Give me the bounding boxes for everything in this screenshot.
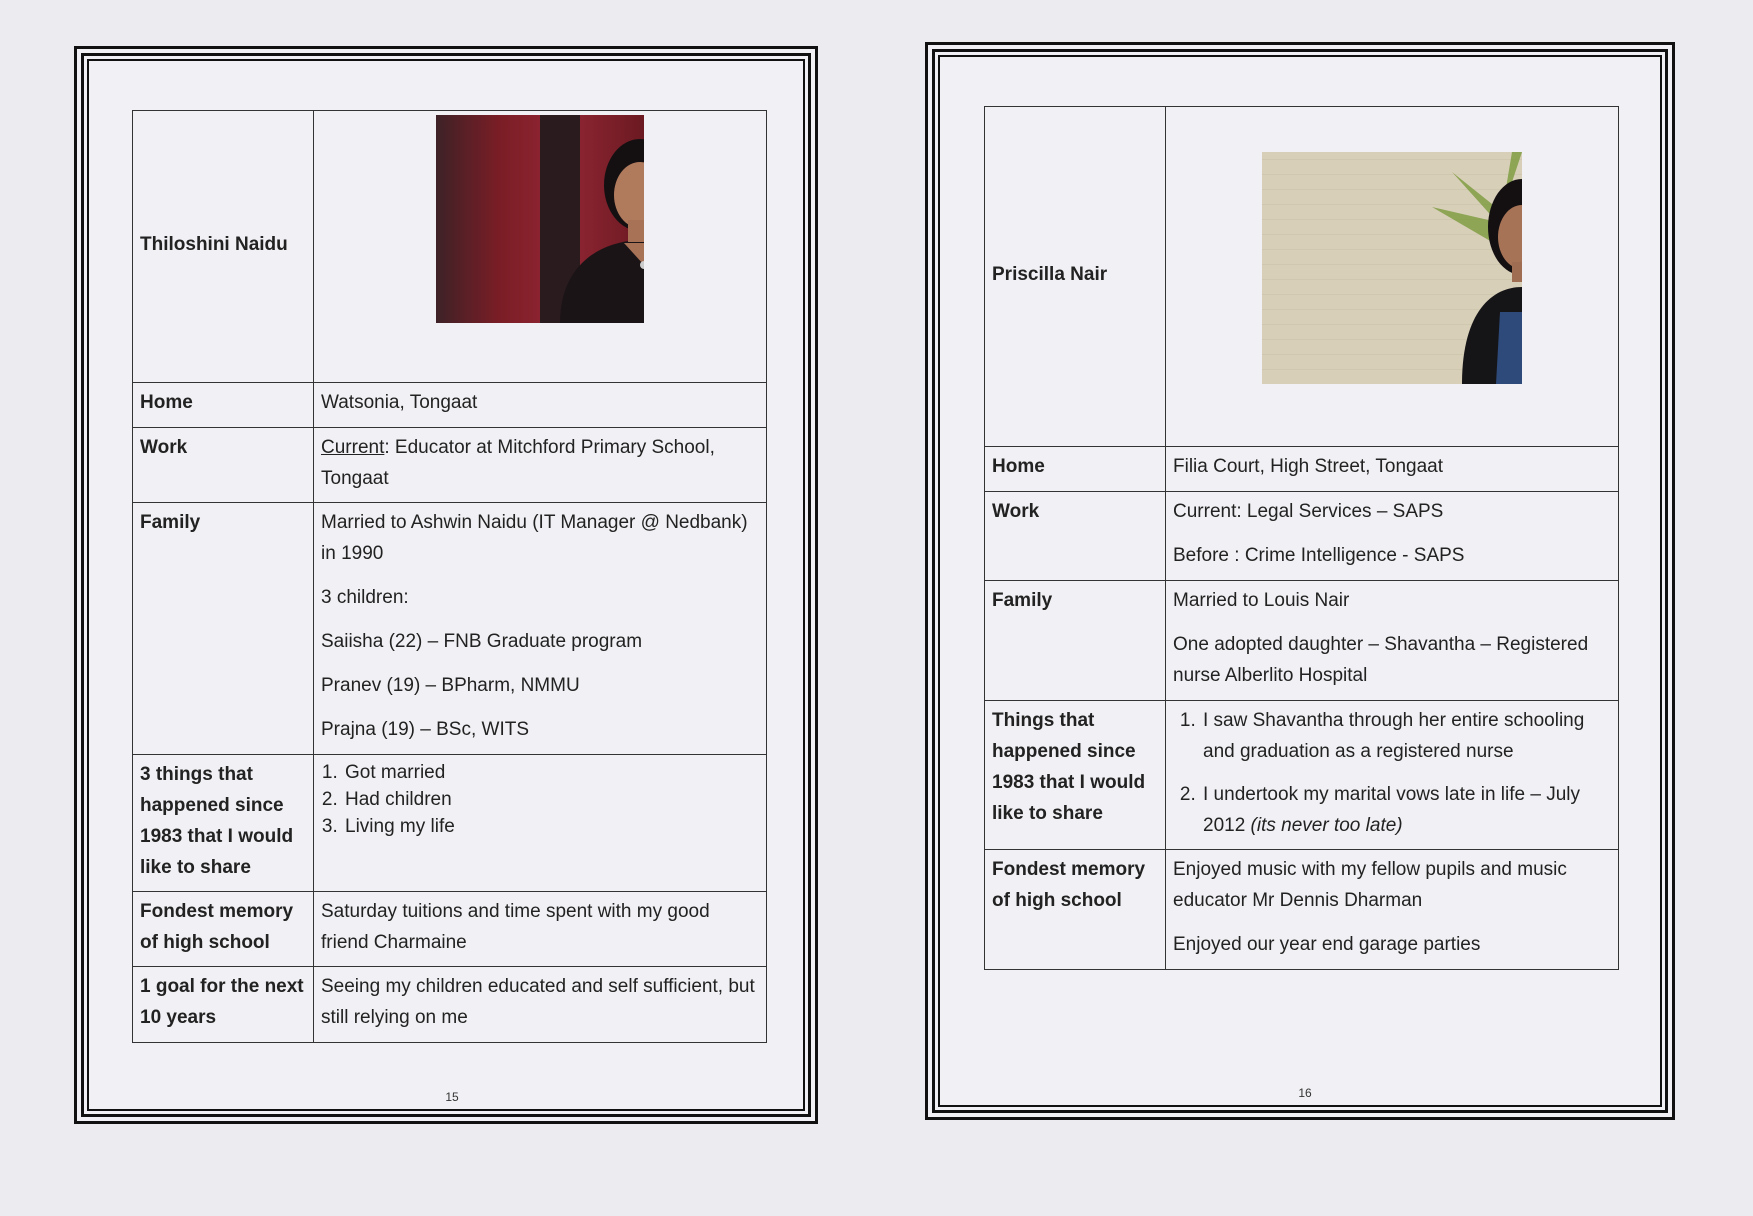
things-label: Things that happened since 1983 that I would like to share [985, 701, 1166, 850]
work-value: : Educator at Mitchford Primary School, Tongaat [321, 437, 715, 489]
family-line: One adopted daughter – Shavantha – Registered nurse Alberlito Hospital [1173, 634, 1589, 686]
page-number: 16 [1298, 1086, 1312, 1100]
family-line: 3 children: [321, 587, 409, 608]
work-row [133, 428, 767, 503]
work-row [985, 492, 1619, 581]
page-number: 15 [445, 1090, 459, 1104]
list-item: 3. Living my life [343, 813, 759, 840]
work-label: Work [985, 492, 1166, 581]
work-label: Work [133, 428, 314, 503]
work-value [1166, 492, 1619, 581]
things-label: 3 things that happened since 1983 that I would like to share [133, 755, 314, 892]
things-value [314, 755, 767, 892]
profile-table-right [984, 106, 1619, 970]
things-list [321, 759, 759, 840]
family-label: Family [985, 581, 1166, 701]
portrait-photo [1262, 152, 1522, 384]
goal-label: 1 goal for the next 10 years [133, 967, 314, 1043]
home-row [985, 447, 1619, 492]
memory-row [133, 892, 767, 967]
work-line: Before : Crime Intelligence - SAPS [1173, 545, 1465, 566]
things-value [1166, 701, 1619, 850]
work-current-prefix: Current [321, 437, 385, 458]
home-value: Filia Court, High Street, Tongaat [1166, 447, 1619, 492]
home-value: Watsonia, Tongaat [314, 383, 767, 428]
memory-line: Enjoyed our year end garage parties [1173, 934, 1481, 955]
list-item: 1. Got married [343, 759, 759, 786]
name-row [985, 107, 1619, 447]
work-value-cell [314, 428, 767, 503]
work-line: Current: Legal Services – SAPS [1173, 501, 1444, 522]
home-row [133, 383, 767, 428]
memory-line: Enjoyed music with my fellow pupils and music educator Mr Dennis Dharman [1173, 859, 1567, 911]
memory-value: Saturday tuitions and time spent with my good friend Charmaine [314, 892, 767, 967]
memory-row [985, 850, 1619, 970]
memory-label: Fondest memory of high school [133, 892, 314, 967]
goal-value: Seeing my children educated and self sufficient, but still relying on me [314, 967, 767, 1043]
things-list [1173, 705, 1611, 841]
portrait-photo [436, 115, 644, 323]
profile-table-left [132, 110, 767, 1043]
family-row [985, 581, 1619, 701]
memory-label: Fondest memory of high school [985, 850, 1166, 970]
name-row [133, 111, 767, 383]
photo-cell [314, 111, 767, 383]
family-line: Married to Ashwin Naidu (IT Manager @ Nedbank) in 1990 [321, 512, 748, 564]
home-label: Home [133, 383, 314, 428]
list-item-text: I undertook my marital vows late in life – July 2012 [1203, 784, 1580, 836]
list-item: 1. I saw Shavantha through her entire schooling and graduation as a registered nurse [1201, 705, 1611, 767]
family-line: Pranev (19) – BPharm, NMMU [321, 675, 580, 696]
things-row [985, 701, 1619, 850]
home-label: Home [985, 447, 1166, 492]
list-item-italic: (its never too late) [1250, 815, 1403, 836]
list-item [1201, 779, 1611, 841]
memory-value [1166, 850, 1619, 970]
family-line: Married to Louis Nair [1173, 590, 1350, 611]
photo-cell [1166, 107, 1619, 447]
family-line: Saiisha (22) – FNB Graduate program [321, 631, 643, 652]
goal-row [133, 967, 767, 1043]
family-line: Prajna (19) – BSc, WITS [321, 719, 530, 740]
things-row [133, 755, 767, 892]
person-name: Thiloshini Naidu [133, 111, 314, 383]
family-row [133, 503, 767, 755]
family-value [314, 503, 767, 755]
family-label: Family [133, 503, 314, 755]
person-name: Priscilla Nair [985, 107, 1166, 447]
family-value [1166, 581, 1619, 701]
list-item: 2. Had children [343, 786, 759, 813]
